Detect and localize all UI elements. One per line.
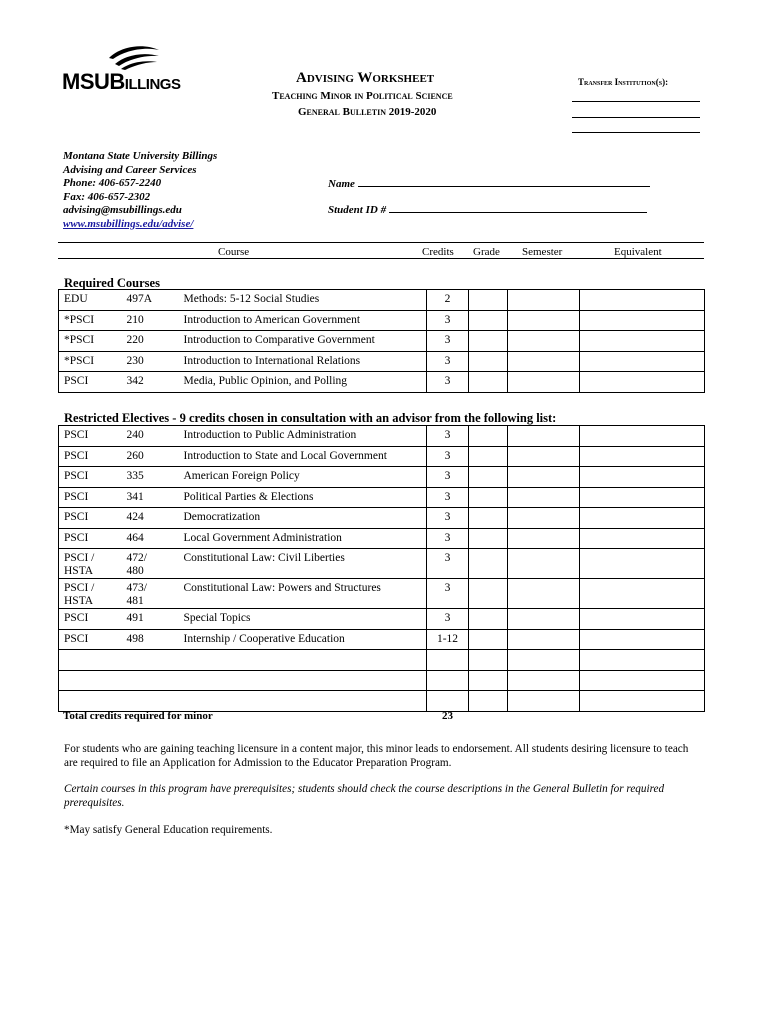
course-number-cell — [122, 446, 179, 467]
course-prefix: PSCI — [64, 449, 89, 462]
table-row — [59, 528, 705, 549]
equivalent-cell[interactable] — [580, 579, 705, 609]
grade-cell[interactable] — [469, 426, 508, 447]
course-name: Constitutional Law: Civil Liberties — [183, 552, 345, 564]
equivalent-cell[interactable] — [580, 670, 705, 691]
course-name: Introduction to International Relations — [183, 354, 361, 367]
equivalent-cell[interactable] — [580, 467, 705, 488]
course-name-cell — [179, 508, 427, 529]
col-equivalent: Equivalent — [614, 246, 662, 258]
course-number-cell — [122, 528, 179, 549]
table-row — [59, 549, 705, 579]
table-row — [59, 331, 705, 352]
course-name-cell — [179, 579, 427, 609]
equivalent-cell[interactable] — [580, 351, 705, 372]
course-name: Methods: 5-12 Social Studies — [183, 293, 320, 305]
course-prefix: EDU — [64, 293, 88, 305]
course-prefix-cell — [59, 508, 122, 529]
table-row — [59, 487, 705, 508]
course-prefix-alt: HSTA — [64, 565, 94, 577]
course-prefix-cell — [59, 467, 122, 488]
semester-cell[interactable] — [508, 650, 580, 671]
course-name: Introduction to Comparative Government — [183, 334, 375, 346]
contact-fax: Fax: 406-657-2302 — [63, 190, 151, 203]
semester-cell[interactable] — [508, 528, 580, 549]
credits-cell — [427, 528, 469, 549]
course-prefix-cell — [59, 351, 122, 372]
grade-cell[interactable] — [469, 508, 508, 529]
semester-cell[interactable] — [508, 351, 580, 372]
equivalent-cell[interactable] — [580, 446, 705, 467]
course-prefix: PSCI / — [64, 552, 95, 564]
equivalent-cell[interactable] — [580, 331, 705, 352]
semester-cell[interactable] — [508, 426, 580, 447]
logo-swoosh-icon — [107, 44, 161, 70]
course-name-cell — [179, 609, 427, 630]
col-course: Course — [218, 246, 250, 258]
course-name: Introduction to State and Local Government — [183, 449, 387, 462]
course-prefix-cell — [59, 487, 122, 508]
equivalent-cell[interactable] — [580, 508, 705, 529]
course-credits: 3 — [444, 375, 451, 387]
course-credits: 3 — [444, 429, 451, 441]
course-prefix-cell — [59, 629, 122, 650]
course-prefix: PSCI — [64, 490, 89, 503]
equivalent-cell[interactable] — [580, 650, 705, 671]
course-number: 498 — [126, 632, 144, 645]
credits-cell — [427, 290, 469, 311]
credits-cell — [427, 549, 469, 579]
course-name-cell — [179, 310, 427, 331]
course-number: 424 — [126, 511, 144, 523]
course-name: Democratization — [183, 511, 261, 523]
logo-text-billings: Billings — [109, 69, 181, 94]
course-number-cell — [122, 351, 179, 372]
course-name-cell — [179, 487, 427, 508]
prerequisite-note: Certain courses in this program have prerequisites; students should check the course descriptions in the General Bulletin for required prerequisites. — [64, 783, 665, 809]
course-name-cell — [179, 549, 427, 579]
course-name: American Foreign Policy — [183, 470, 300, 482]
transfer-institution-line-3[interactable] — [572, 132, 700, 133]
table-row — [59, 351, 705, 372]
table-row — [59, 372, 705, 393]
equivalent-cell[interactable] — [580, 629, 705, 650]
course-name-cell — [179, 629, 427, 650]
course-number-cell — [122, 549, 179, 579]
name-field[interactable] — [328, 177, 650, 190]
course-prefix: PSCI — [64, 632, 89, 645]
total-credits-value: 23 — [442, 710, 453, 722]
course-credits: 3 — [444, 612, 451, 624]
equivalent-cell[interactable] — [580, 609, 705, 630]
grade-cell[interactable] — [469, 446, 508, 467]
grade-cell[interactable] — [469, 467, 508, 488]
transfer-institution-line-1[interactable] — [572, 101, 700, 102]
credits-cell — [427, 508, 469, 529]
course-prefix-cell — [59, 310, 122, 331]
contact-dept: Advising and Career Services — [63, 163, 197, 176]
credits-cell — [427, 331, 469, 352]
grade-cell[interactable] — [469, 691, 508, 712]
grade-cell[interactable] — [469, 528, 508, 549]
table-row — [59, 629, 705, 650]
course-name: Political Parties & Elections — [183, 490, 314, 503]
course-number-cell — [122, 629, 179, 650]
course-number: 341 — [126, 490, 144, 503]
course-number: 473/ — [126, 582, 147, 594]
course-number-cell — [122, 426, 179, 447]
credits-cell — [427, 629, 469, 650]
course-name: Special Topics — [183, 612, 251, 624]
course-number-cell — [122, 487, 179, 508]
course-prefix-cell — [59, 528, 122, 549]
course-prefix: PSCI — [64, 429, 89, 441]
course-prefix: PSCI — [64, 375, 89, 387]
grade-cell[interactable] — [469, 290, 508, 311]
course-number-alt: 481 — [126, 595, 144, 607]
name-label: Name — [328, 178, 355, 190]
semester-cell[interactable] — [508, 487, 580, 508]
grade-cell[interactable] — [469, 351, 508, 372]
course-name: Media, Public Opinion, and Polling — [183, 375, 348, 387]
course-entry-cell[interactable] — [59, 650, 427, 671]
credits-cell[interactable] — [427, 650, 469, 671]
equivalent-cell[interactable] — [580, 372, 705, 393]
course-prefix-cell — [59, 549, 122, 579]
course-prefix-alt: HSTA — [64, 595, 94, 607]
transfer-institution-line-2[interactable] — [572, 117, 700, 118]
grade-cell[interactable] — [469, 629, 508, 650]
course-name: Local Government Administration — [183, 531, 342, 544]
credits-cell — [427, 609, 469, 630]
course-name-cell — [179, 290, 427, 311]
course-credits: 3 — [444, 334, 451, 346]
course-prefix-cell — [59, 331, 122, 352]
student-id-field[interactable] — [328, 203, 647, 216]
course-credits: 3 — [444, 511, 451, 523]
course-prefix-cell — [59, 446, 122, 467]
course-number-cell — [122, 331, 179, 352]
required-courses-table — [58, 289, 705, 393]
equivalent-cell[interactable] — [580, 691, 705, 712]
course-prefix: PSCI — [64, 470, 89, 482]
name-input-line[interactable] — [358, 177, 650, 187]
semester-cell[interactable] — [508, 670, 580, 691]
course-prefix: *PSCI — [64, 354, 95, 367]
contact-block — [63, 150, 217, 231]
table-row — [59, 426, 705, 447]
course-number: 210 — [126, 313, 144, 326]
contact-email: advising@msubillings.edu — [63, 204, 182, 216]
grade-cell[interactable] — [469, 609, 508, 630]
restricted-electives-table — [58, 425, 705, 712]
col-grade: Grade — [473, 246, 500, 258]
course-name: Introduction to Public Administration — [183, 429, 357, 441]
equivalent-cell[interactable] — [580, 528, 705, 549]
credits-cell — [427, 467, 469, 488]
course-number-cell — [122, 609, 179, 630]
course-name-cell — [179, 467, 427, 488]
course-name-cell — [179, 351, 427, 372]
required-courses-title: Required Courses — [64, 276, 160, 290]
course-entry-cell[interactable] — [59, 691, 427, 712]
course-prefix: *PSCI — [64, 334, 95, 346]
course-number: 335 — [126, 470, 144, 482]
course-name-cell — [179, 528, 427, 549]
course-number-cell — [122, 290, 179, 311]
course-prefix-cell — [59, 290, 122, 311]
course-credits: 3 — [444, 531, 451, 544]
course-prefix: *PSCI — [64, 313, 95, 326]
course-credits: 2 — [444, 293, 451, 305]
table-row — [59, 609, 705, 630]
course-number: 497A — [126, 293, 153, 305]
restricted-electives-title: Restricted Electives - 9 credits chosen in consultation with an advisor from the following list: — [64, 411, 557, 425]
course-number-cell — [122, 579, 179, 609]
course-name-cell — [179, 446, 427, 467]
equivalent-cell[interactable] — [580, 549, 705, 579]
transfer-institution-label: Transfer Institution(s): — [578, 77, 669, 87]
course-name: Introduction to American Government — [183, 313, 361, 326]
course-credits: 3 — [444, 470, 451, 482]
course-credits: 3 — [444, 490, 451, 503]
logo-text-msu: MSU — [62, 69, 110, 94]
semester-cell[interactable] — [508, 579, 580, 609]
semester-cell[interactable] — [508, 372, 580, 393]
grade-cell[interactable] — [469, 650, 508, 671]
credits-cell — [427, 579, 469, 609]
grade-cell[interactable] — [469, 310, 508, 331]
semester-cell[interactable] — [508, 629, 580, 650]
semester-cell[interactable] — [508, 691, 580, 712]
course-number: 260 — [126, 449, 144, 462]
gen-ed-note: *May satisfy General Education requirements. — [64, 824, 273, 836]
course-number: 342 — [126, 375, 144, 387]
contact-org: Montana State University Billings — [63, 150, 218, 162]
equivalent-cell[interactable] — [580, 487, 705, 508]
course-number-cell — [122, 467, 179, 488]
table-row — [59, 310, 705, 331]
course-number: 220 — [126, 334, 144, 346]
page-title: Advising Worksheet — [296, 70, 435, 86]
grade-cell[interactable] — [469, 670, 508, 691]
course-number-cell — [122, 310, 179, 331]
blank-row[interactable] — [59, 650, 705, 671]
course-number-cell — [122, 508, 179, 529]
grade-cell[interactable] — [469, 331, 508, 352]
table-row — [59, 290, 705, 311]
course-name-cell — [179, 426, 427, 447]
course-name: Constitutional Law: Powers and Structures — [183, 582, 381, 594]
bulletin-label: General Bulletin 2019-2020 — [298, 106, 437, 118]
course-credits: 3 — [444, 552, 451, 564]
semester-cell[interactable] — [508, 446, 580, 467]
course-number-alt: 480 — [126, 565, 144, 577]
table-row — [59, 467, 705, 488]
course-credits: 3 — [444, 354, 451, 367]
semester-cell[interactable] — [508, 290, 580, 311]
col-credits: Credits — [422, 246, 454, 258]
credits-cell[interactable] — [427, 670, 469, 691]
credits-cell[interactable] — [427, 691, 469, 712]
msu-billings-logo — [62, 44, 212, 96]
credits-cell — [427, 351, 469, 372]
table-row — [59, 508, 705, 529]
course-prefix-cell — [59, 426, 122, 447]
contact-url-link[interactable]: www.msubillings.edu/advise/ — [63, 217, 194, 230]
credits-cell — [427, 426, 469, 447]
course-prefix: PSCI — [64, 531, 89, 544]
course-prefix-cell — [59, 579, 122, 609]
grade-cell[interactable] — [469, 549, 508, 579]
course-credits: 3 — [444, 313, 451, 326]
course-prefix: PSCI / — [64, 582, 95, 594]
course-prefix-cell — [59, 372, 122, 393]
course-number: 472/ — [126, 552, 147, 564]
semester-cell[interactable] — [508, 609, 580, 630]
grade-cell[interactable] — [469, 487, 508, 508]
total-credits-label: Total credits required for minor — [63, 710, 213, 722]
table-header-bar — [58, 242, 704, 259]
blank-row[interactable] — [59, 670, 705, 691]
table-row — [59, 579, 705, 609]
course-name: Internship / Cooperative Education — [183, 632, 345, 645]
course-credits: 3 — [444, 582, 451, 594]
blank-row[interactable] — [59, 691, 705, 712]
semester-cell[interactable] — [508, 467, 580, 488]
course-prefix: PSCI — [64, 511, 89, 523]
student-id-label: Student ID # — [328, 204, 387, 216]
course-number: 464 — [126, 531, 144, 544]
semester-cell[interactable] — [508, 310, 580, 331]
course-number: 230 — [126, 354, 144, 367]
contact-phone: Phone: 406-657-2240 — [63, 177, 162, 189]
credits-cell — [427, 372, 469, 393]
credits-cell — [427, 446, 469, 467]
course-prefix: PSCI — [64, 612, 89, 624]
course-name-cell — [179, 331, 427, 352]
course-number: 240 — [126, 429, 144, 441]
student-id-input-line[interactable] — [389, 203, 647, 213]
grade-cell[interactable] — [469, 372, 508, 393]
col-semester: Semester — [522, 246, 563, 258]
equivalent-cell[interactable] — [580, 310, 705, 331]
grade-cell[interactable] — [469, 579, 508, 609]
licensure-note: For students who are gaining teaching licensure in a content major, this minor leads to endorsement. All students desiring licensure to teach are required to file an Application for Admission to the Educator Preparation Program. — [64, 743, 689, 769]
course-name-cell — [179, 372, 427, 393]
course-entry-cell[interactable] — [59, 670, 427, 691]
course-number-cell — [122, 372, 179, 393]
equivalent-cell[interactable] — [580, 426, 705, 447]
course-number: 491 — [126, 612, 144, 624]
semester-cell[interactable] — [508, 331, 580, 352]
course-prefix-cell — [59, 609, 122, 630]
semester-cell[interactable] — [508, 508, 580, 529]
equivalent-cell[interactable] — [580, 290, 705, 311]
credits-cell — [427, 487, 469, 508]
table-row — [59, 446, 705, 467]
course-credits: 3 — [444, 449, 451, 462]
course-credits: 1-12 — [436, 632, 459, 645]
credits-cell — [427, 310, 469, 331]
semester-cell[interactable] — [508, 549, 580, 579]
page-subtitle: Teaching Minor in Political Science — [272, 90, 453, 102]
